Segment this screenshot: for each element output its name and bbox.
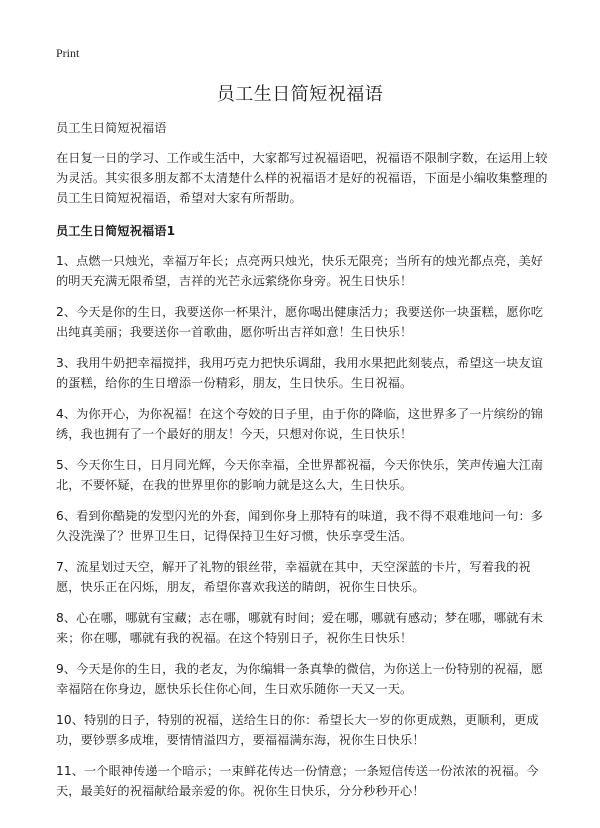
blessing-item: 2、今天是你的生日，我要送你一杯果汁，愿你喝出健康活力；我要送你一块蛋糕，愿你吃出纯真美丽；我要送你一首歌曲，愿你听出吉祥如意！生日快乐！ [56, 305, 544, 339]
blessing-item: 9、今天是你的生日，我的老友，为你编辑一条真挚的微信，为你送上一份特别的祝福，愿幸福陪在你身边，愿快乐长住你心间，生日欢乐随你一天又一天。 [56, 662, 544, 696]
document-body [56, 118, 550, 812]
document-subtitle: 员工生日简短祝福语 [56, 121, 167, 135]
blessing-item: 1、点燃一只烛光，幸福万年长；点亮两只烛光，快乐无限亮；当所有的烛光都点亮，美好的明天充满无限希望，吉祥的光芒永远萦绕你身旁。祝生日快乐！ [56, 254, 544, 288]
blessing-item: 7、流星划过天空，解开了礼物的银丝带，幸福就在其中，天空深蓝的卡片，写着我的祝愿，快乐正在闪烁，朋友，希望你喜欢我送的睛朗，祝你生日快乐。 [56, 560, 531, 594]
blessing-item: 4、为你开心，为你祝福！在这个夸姣的日子里，由于你的降临，这世界多了一片缤纷的锦绣，我也拥有了一个最好的朋友！今天，只想对你说，生日快乐！ [56, 407, 544, 441]
blessing-item: 10、特别的日子，特别的祝福，送给生日的你：希望长大一岁的你更成熟，更顺利，更成功，要钞票多成堆，要情情溢四方，要福福满东海，祝你生日快乐！ [56, 713, 539, 747]
section-heading: 员工生日简短祝福语1 [56, 224, 176, 238]
blessing-item: 3、我用牛奶把幸福搅拌，我用巧克力把快乐调甜，我用水果把此刻装点，希望这一块友谊的蛋糕，给你的生日增添一份精彩，朋友，生日快乐。生日祝福。 [56, 356, 544, 390]
blessing-item: 11、一个眼神传递一个暗示；一束鲜花传达一份情意；一条短信传送一份浓浓的祝福。今天，最美好的祝福献给最亲爱的你。祝你生日快乐，分分秒秒开心！ [56, 764, 539, 798]
print-link[interactable]: Print [56, 46, 80, 60]
blessing-item: 6、看到你酷毙的发型闪光的外套，闻到你身上那特有的味道，我不得不艰难地问一句：多久没洗澡了？世界卫生日，记得保持卫生好习惯，快乐享受生活。 [56, 509, 544, 543]
blessing-item: 8、心在哪，哪就有宝藏；志在哪，哪就有时间；爱在哪，哪就有感动；梦在哪，哪就有未来；你在哪，哪就有我的祝福。在这个特别日子，祝你生日快乐！ [56, 611, 544, 645]
blessing-item: 5、今天你生日，日月同光辉，今天你幸福，全世界都祝福，今天你快乐，笑声传遍大江南北，不要怀疑，在我的世界里你的影响力就是这么大，生日快乐。 [56, 458, 544, 492]
intro-paragraph: 在日复一日的学习、工作或生活中，大家都写过祝福语吧，祝福语不限制字数，在运用上较为灵活。其实很多朋友都不太清楚什么样的祝福语才是好的祝福语，下面是小编收集整理的员工生日简短祝福语，希望对大家有所帮助。 [56, 151, 548, 205]
document-title: 员工生日简短祝福语 [216, 84, 384, 105]
